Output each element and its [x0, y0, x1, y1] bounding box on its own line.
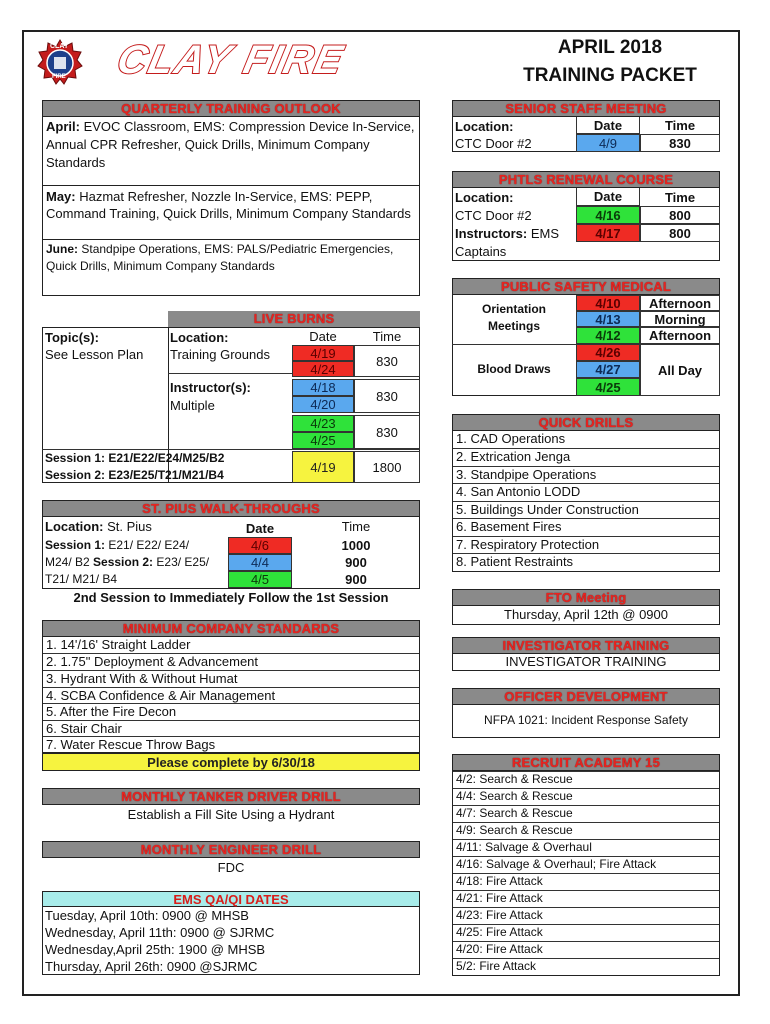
tanker-driver-drill: [42, 788, 420, 823]
list-item: 4/7: Search & Rescue: [453, 805, 719, 821]
st-pius-walkthroughs: [42, 500, 420, 606]
list-item: 1. CAD Operations: [456, 431, 566, 446]
divider: [452, 344, 576, 345]
phtls-title: PHTLS RENEWAL COURSE: [452, 171, 720, 188]
list-item: 4/11: Salvage & Overhaul: [453, 839, 719, 855]
senior-location-label: Location:: [455, 119, 514, 134]
burn-date-cell: 4/25: [292, 432, 354, 449]
list-item: 4/18: Fire Attack: [453, 873, 719, 889]
senior-location-value: CTC Door #2: [455, 136, 532, 151]
psm-date-cell: 4/10: [576, 295, 640, 311]
june-label: June:: [46, 242, 79, 256]
psm-date-cell: 4/12: [576, 327, 640, 344]
st-pius-location-label: Location:: [45, 519, 104, 534]
ems-qa-dates: [42, 891, 420, 975]
burn-time-cell: 830: [354, 415, 420, 449]
st-pius-time-cell: 900: [345, 572, 367, 587]
april-label: April:: [46, 119, 80, 134]
burn-instructor-label: Instructor(s):: [170, 380, 251, 395]
st-pius-date-cell: 4/6: [228, 537, 292, 554]
burn-time-cell: 1800: [354, 451, 420, 483]
psm-date-cell: 4/25: [576, 378, 640, 396]
st-pius-location-value: St. Pius: [103, 519, 152, 534]
phtls-date-cell: 4/17: [576, 224, 640, 242]
engineer-text: FDC: [217, 860, 245, 875]
list-item: Tuesday, April 10th: 0900 @ MHSB: [45, 908, 249, 923]
burn-instructor-value: Multiple: [170, 398, 215, 413]
st-pius-s1-label: Session 1:: [45, 538, 106, 552]
list-item: 3. Hydrant With & Without Humat: [43, 670, 419, 687]
senior-staff-meeting: [452, 100, 720, 152]
badge-bottom-text: FIRE: [52, 74, 66, 80]
list-item: 5/2: Fire Attack: [453, 958, 719, 974]
list-item: 3. Standpipe Operations: [453, 466, 719, 483]
may-text: Hazmat Refresher, Nozzle In-Service, EMS: PEPP, Command Training, Quick Drills, Minimum Company Standards: [46, 189, 411, 221]
psm-time-cell: Afternoon: [640, 295, 720, 311]
st-pius-location: [45, 518, 152, 535]
st-pius-time-cell: 900: [345, 555, 367, 570]
burn-date-cell: 4/24: [292, 361, 354, 377]
list-item: 8. Patient Restraints: [453, 553, 719, 570]
phtls-instructors-value: EMS Captains: [455, 226, 560, 259]
recruit-list: [452, 771, 720, 976]
fto-title: FTO Meeting: [452, 589, 720, 606]
list-item: 4/4: Search & Rescue: [453, 788, 719, 804]
st-pius-time-cell: 1000: [341, 538, 371, 553]
phtls-time-header: Time: [664, 189, 696, 205]
quarterly-outlook: [42, 100, 420, 296]
page-title-line2: TRAINING PACKET: [523, 65, 697, 86]
st-pius-s1-text: E21/ E22/ E24/: [105, 538, 190, 552]
list-item: 4/21: Fire Attack: [453, 890, 719, 906]
list-item: 2. Extrication Jenga: [453, 448, 719, 465]
burn-location-label: Location:: [170, 330, 229, 345]
investigator-title: INVESTIGATOR TRAINING: [452, 637, 720, 654]
psm-time-cell: All Day: [640, 344, 720, 396]
psm-orientation: Orientation Meetings: [481, 302, 546, 333]
burn-date-header: Date: [309, 329, 337, 344]
psm-title: PUBLIC SAFETY MEDICAL: [452, 278, 720, 295]
list-item: 4/16: Salvage & Overhaul; Fire Attack: [453, 856, 719, 872]
senior-date-cell: 4/9: [576, 134, 640, 152]
list-item: 4. San Antonio LODD: [453, 483, 719, 500]
officer-text: NFPA 1021: Incident Response Safety: [452, 705, 720, 738]
burn-date-cell: 4/23: [292, 415, 354, 432]
public-safety-medical: [452, 278, 720, 396]
topic-label: Topic(s):: [45, 330, 99, 345]
list-item: 1. 14'/16' Straight Ladder: [46, 637, 191, 652]
phtls-renewal: [452, 171, 720, 261]
quick-drills-list: [452, 431, 720, 572]
st-pius-s2-text: E23/ E25/: [153, 555, 210, 569]
list-item: 4/23: Fire Attack: [453, 907, 719, 923]
st-pius-s1-text2: M24/ B2: [45, 555, 94, 569]
burn-time-cell: 830: [354, 345, 420, 377]
quarterly-june-block: [42, 240, 420, 296]
st-pius-date-cell: 4/4: [228, 554, 292, 571]
st-pius-time-header: Time: [341, 518, 371, 534]
officer-development: [452, 688, 720, 738]
st-pius-date-header: Date: [245, 520, 275, 536]
investigator-training: [452, 637, 720, 671]
quick-drills: [452, 414, 720, 572]
burn-date-cell: 4/20: [292, 396, 354, 413]
live-burns: [42, 311, 420, 483]
st-pius-s2-label: Session 2:: [93, 555, 154, 569]
engineer-drill: [42, 841, 420, 876]
phtls-location-value: CTC Door #2: [455, 208, 532, 223]
clay-fire-logo: CLAY FIRE: [113, 38, 349, 82]
burn-date-cell: 4/18: [292, 379, 354, 396]
live-burns-title: LIVE BURNS: [168, 311, 420, 327]
burn-time-header: Time: [372, 329, 402, 344]
phtls-time-cell: 800: [640, 224, 720, 242]
list-item: 4/20: Fire Attack: [453, 941, 719, 957]
min-company-title: MINIMUM COMPANY STANDARDS: [42, 620, 420, 637]
burn-time-cell: 830: [354, 379, 420, 413]
list-item: 7. Respiratory Protection: [453, 536, 719, 553]
burn-date-cell: 4/19: [292, 345, 354, 361]
phtls-date-cell: 4/16: [576, 206, 640, 224]
burn-location-value: Training Grounds: [170, 347, 270, 362]
burn-session-1: Session 1: E21/E22/E24/M25/B2: [45, 451, 225, 465]
minimum-company-standards: [42, 620, 420, 772]
phtls-time-cell: 800: [640, 206, 720, 224]
min-company-list: [42, 637, 420, 753]
psm-date-cell: 4/13: [576, 311, 640, 327]
list-item: 5. Buildings Under Construction: [453, 501, 719, 518]
list-item: Wednesday,April 25th: 1900 @ MHSB: [45, 942, 266, 957]
badge-top-text: CLAY: [50, 43, 69, 50]
senior-staff-title: SENIOR STAFF MEETING: [452, 100, 720, 117]
st-pius-s2-text2: T21/ M21/ B4: [45, 572, 118, 586]
quarterly-title: QUARTERLY TRAINING OUTLOOK: [42, 100, 420, 117]
list-item: 7. Water Rescue Throw Bags: [43, 736, 419, 753]
st-pius-date-cell: 4/5: [228, 571, 292, 588]
may-label: May:: [46, 189, 76, 204]
list-item: 4/9: Search & Rescue: [453, 822, 719, 838]
list-item: 4/25: Fire Attack: [453, 924, 719, 940]
quick-drills-title: QUICK DRILLS: [452, 414, 720, 431]
st-pius-footer: 2nd Session to Immediately Follow the 1st Session: [73, 590, 389, 605]
psm-time-cell: Afternoon: [640, 327, 720, 344]
phtls-instructors-label: Instructors:: [455, 226, 528, 241]
recruit-academy: [452, 754, 720, 976]
quarterly-april-block: [42, 117, 420, 186]
psm-date-cell: 4/26: [576, 344, 640, 361]
min-company-deadline: Please complete by 6/30/18: [42, 753, 420, 771]
officer-title: OFFICER DEVELOPMENT: [452, 688, 720, 705]
recruit-title: RECRUIT ACADEMY 15: [452, 754, 720, 771]
list-item: 5. After the Fire Decon: [43, 703, 419, 720]
list-item: 4/2: Search & Rescue: [453, 771, 719, 787]
list-item: 6. Basement Fires: [453, 518, 719, 535]
page-title-line1: APRIL 2018: [557, 37, 663, 58]
burn-date-cell: 4/19: [292, 451, 354, 483]
topic-value: See Lesson Plan: [45, 347, 144, 362]
list-item: Thursday, April 26th: 0900 @SJRMC: [45, 959, 258, 974]
st-pius-session-2: [45, 554, 231, 570]
st-pius-session-1: [45, 537, 231, 553]
list-item: 2. 1.75" Deployment & Advancement: [43, 653, 419, 670]
list-item: 4. SCBA Confidence & Air Management: [43, 687, 419, 704]
ems-qa-list: [42, 907, 420, 975]
fto-text: Thursday, April 12th @ 0900: [452, 606, 720, 625]
psm-time-cell: Morning: [640, 311, 720, 327]
senior-time-cell: 830: [640, 134, 720, 152]
phtls-date-header: Date: [576, 188, 640, 206]
quarterly-may-block: [42, 186, 420, 240]
engineer-title: MONTHLY ENGINEER DRILL: [42, 841, 420, 858]
april-text: EVOC Classroom, EMS: Compression Device In-Service, Annual CPR Refresher, Quick Drills, Minimum Company Standards: [46, 119, 415, 170]
clay-fire-badge: [36, 38, 84, 86]
phtls-location-label: Location:: [455, 190, 514, 205]
ems-qa-title: EMS QA/QI DATES: [42, 891, 420, 907]
divider: [168, 373, 292, 374]
psm-date-cell: 4/27: [576, 361, 640, 378]
phtls-instructors: [455, 225, 573, 261]
list-item: 6. Stair Chair: [43, 720, 419, 737]
st-pius-title: ST. PIUS WALK-THROUGHS: [42, 500, 420, 517]
june-text: Standpipe Operations, EMS: PALS/Pediatric Emergencies, Quick Drills, Minimum Company Standards: [46, 242, 394, 273]
psm-blood-draws: Blood Draws: [477, 362, 551, 376]
investigator-text: INVESTIGATOR TRAINING: [452, 654, 720, 671]
fto-meeting: [452, 589, 720, 625]
senior-date-header: Date: [576, 117, 640, 134]
list-item: Wednesday, April 11th: 0900 @ SJRMC: [45, 925, 275, 940]
burn-session-2: Session 2: E23/E25/T21/M21/B4: [45, 468, 224, 482]
tanker-text: Establish a Fill Site Using a Hydrant: [127, 807, 335, 822]
tanker-title: MONTHLY TANKER DRIVER DRILL: [42, 788, 420, 805]
senior-time-header: Time: [664, 118, 696, 133]
